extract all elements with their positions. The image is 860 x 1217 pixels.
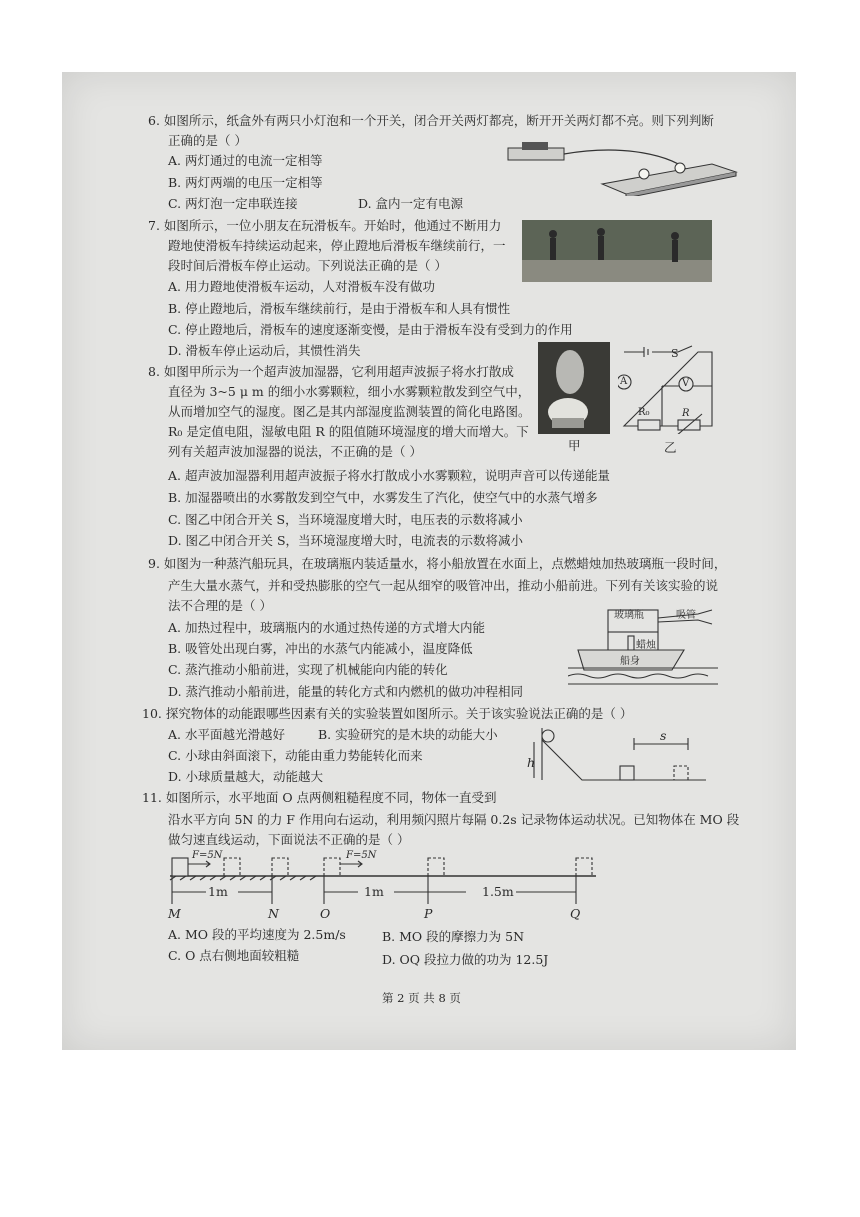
label-distance-s: s	[660, 728, 667, 743]
q7-option-a: A. 用力蹬地使滑板车运动，人对滑板车没有做功	[168, 279, 435, 294]
label-r: R	[682, 408, 690, 419]
scanned-page	[62, 72, 796, 1050]
label-glass-bottle: 玻璃瓶	[614, 610, 644, 621]
q10-ramp-diagram	[522, 724, 706, 786]
q9-option-a: A. 加热过程中，玻璃瓶内的水通过热传递的方式增大内能	[168, 620, 485, 635]
q9-stem: 9. 如图为一种蒸汽船玩具，在玻璃瓶内装适量水，将小船放置在水面上，点燃蜡烛加热玻璃瓶一段时间，	[148, 556, 727, 571]
label-point-q: Q	[570, 906, 581, 921]
label-height-h: h	[527, 755, 536, 770]
q7-option-d: D. 滑板车停止运动后，其惯性消失	[168, 343, 361, 358]
q11-option-d: D. OQ 段拉力做的功为 12.5J	[382, 952, 549, 967]
label-ammeter: A	[620, 376, 628, 387]
q7-stem: 7. 如图所示，一位小朋友在玩滑板车。开始时，他通过不断用力	[148, 218, 502, 233]
label-yi: 乙	[664, 440, 677, 455]
q11-stem-cont: 沿水平方向 5N 的力 F 作用向右运动，利用频闪照片每隔 0.2s 记录物体运动状况。已知物体在 MO 段	[168, 812, 740, 827]
q8-option-c: C. 图乙中闭合开关 S，当环境湿度增大时，电压表的示数将减小	[168, 512, 523, 527]
q7-stem-cont2: 段时间后滑板车停止运动。下列说法正确的是（ ）	[168, 258, 447, 273]
label-force-1: F=5N	[192, 850, 223, 861]
q6-option-d: D. 盒内一定有电源	[358, 196, 464, 211]
label-switch-s: S	[671, 347, 679, 360]
q11-stroboscopic-diagram	[166, 852, 606, 918]
q10-option-b: B. 实验研究的是木块的动能大小	[318, 727, 498, 742]
q8-option-b: B. 加湿器喷出的水雾散发到空气中，水雾发生了汽化，使空气中的水蒸气增多	[168, 490, 598, 505]
q8-stem-cont4: 列有关超声波加湿器的说法，不正确的是（ ）	[168, 444, 422, 459]
label-point-o: O	[320, 906, 331, 921]
q11-option-c: C. O 点右侧地面较粗糙	[168, 948, 300, 963]
q10-option-d: D. 小球质量越大，动能越大	[168, 769, 324, 784]
q7-stem-cont: 蹬地使滑板车持续运动起来，停止蹬地后滑板车继续前行，一	[168, 238, 506, 253]
q11-option-b: B. MO 段的摩擦力为 5N	[382, 929, 525, 944]
q9-stem-cont2: 法不合理的是（ ）	[168, 598, 272, 613]
label-force-2: F=5N	[346, 850, 377, 861]
q8-stem-cont3: R₀ 是定值电阻，湿敏电阻 R 的阻值随环境湿度的增大而增大。下	[168, 424, 529, 439]
label-point-n: N	[268, 906, 279, 921]
label-jia: 甲	[568, 438, 581, 453]
bulb-icon	[675, 163, 685, 173]
label-voltmeter: V	[682, 378, 690, 389]
q9-stem-cont: 产生大量水蒸气，并和受热膨胀的空气一起从细窄的吸管冲出，推动小船前进。下列有关该实验的说	[168, 578, 719, 593]
q8-option-a: A. 超声波加湿器利用超声波振子将水打散成小水雾颗粒，说明声音可以传递能量	[168, 468, 610, 483]
label-point-p: P	[424, 906, 433, 921]
q10-stem: 10. 探究物体的动能跟哪些因素有关的实验装置如图所示。关于该实验说法正确的是（ ）	[142, 706, 633, 721]
label-hull: 船身	[620, 656, 640, 667]
q10-option-c: C. 小球由斜面滚下，动能由重力势能转化而来	[168, 748, 423, 763]
q8-humidifier-photo	[538, 342, 610, 434]
q8-stem-cont: 直径为 3~5 μ m 的细小水雾颗粒，细小水雾颗粒散发到空气中，	[168, 384, 531, 399]
q6-option-c: C. 两灯泡一定串联连接	[168, 196, 298, 211]
q7-option-b: B. 停止蹬地后，滑板车继续前行，是由于滑板车和人具有惯性	[168, 301, 511, 316]
q9-option-c: C. 蒸汽推动小船前进，实现了机械能向内能的转化	[168, 662, 448, 677]
q11-stem-cont2: 做匀速直线运动，下面说法不正确的是（ ）	[168, 832, 410, 847]
q7-option-c: C. 停止蹬地后，滑板车的速度逐渐变慢，是由于滑板车没有受到力的作用	[168, 322, 573, 337]
q8-option-d: D. 图乙中闭合开关 S，当环境湿度增大时，电流表的示数将减小	[168, 533, 524, 548]
q9-option-b: B. 吸管处出现白雾，冲出的水蒸气内能减小，温度降低	[168, 641, 473, 656]
bulb-icon	[639, 169, 649, 179]
q8-stem: 8. 如图甲所示为一个超声波加湿器，它利用超声波振子将水打散成	[148, 364, 514, 379]
label-candle: 蜡烛	[636, 640, 656, 651]
label-segment-pq: 1.5m	[482, 884, 514, 899]
q11-option-a: A. MO 段的平均速度为 2.5m/s	[168, 927, 346, 942]
q8-circuit-diagram	[618, 344, 718, 434]
q6-option-b: B. 两灯两端的电压一定相等	[168, 175, 323, 190]
q10-option-a: A. 水平面越光滑越好	[168, 727, 285, 742]
q6-option-a: A. 两灯通过的电流一定相等	[168, 153, 323, 168]
q6-circuit-box-figure	[502, 134, 742, 196]
label-segment-mn: 1m	[208, 884, 228, 899]
q11-stem: 11. 如图所示，水平地面 O 点两侧粗糙程度不同，物体一直受到	[142, 790, 497, 805]
label-straw: 吸管	[676, 610, 696, 621]
q8-stem-cont2: 从而增加空气的湿度。图乙是其内部湿度监测装置的简化电路图。	[168, 404, 531, 419]
label-r0: R₀	[638, 407, 650, 418]
q7-scooter-photo	[522, 220, 712, 282]
q6-stem: 6. 如图所示，纸盒外有两只小灯泡和一个开关，闭合开关两灯都亮，断开开关两灯都不亮。则下列判断	[148, 113, 714, 128]
label-point-m: M	[168, 906, 181, 921]
q9-option-d: D. 蒸汽推动小船前进，能量的转化方式和内燃机的做功冲程相同	[168, 684, 524, 699]
page-footer: 第 2 页 共 8 页	[382, 991, 461, 1005]
label-segment-op: 1m	[364, 884, 384, 899]
switch-icon	[522, 142, 548, 150]
q6-stem-cont: 正确的是（ ）	[168, 133, 247, 148]
